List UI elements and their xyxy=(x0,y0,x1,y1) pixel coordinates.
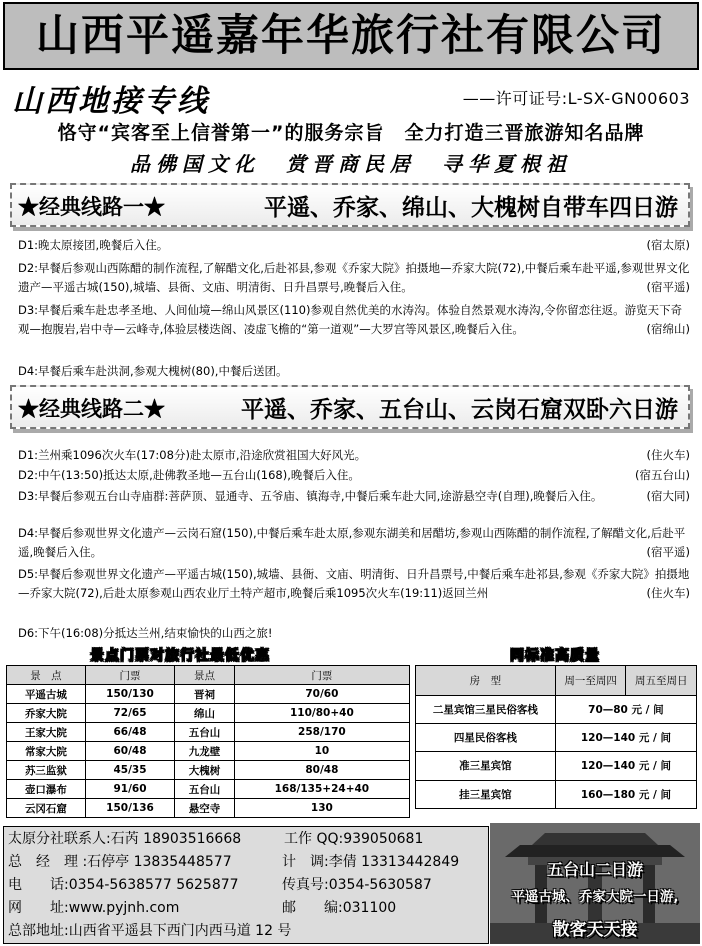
route1-day xyxy=(18,236,690,255)
route1-header xyxy=(10,183,690,227)
route2-day xyxy=(18,446,690,465)
day-text: D2:中午(13:50)抵达太原,赴佛教圣地—五台山(168),晚餐后入住。 xyxy=(18,468,360,482)
contact-phone: 电 话:0354-5638577 5625877 xyxy=(8,877,239,893)
table-row xyxy=(7,761,410,780)
table-cell: 五台山 xyxy=(175,780,235,799)
route1-day xyxy=(18,362,690,381)
contact-person: 太原分社联系人:石芮 18903516668 xyxy=(8,831,242,847)
contact-fax: 传真号:0354-5630587 xyxy=(282,877,432,893)
day-destination: (宿平遥) xyxy=(646,280,690,294)
table-cell: 常家大院 xyxy=(7,742,86,761)
table-row xyxy=(7,704,410,723)
table-row xyxy=(416,780,697,808)
promo-line-3: 散客天天接 xyxy=(552,920,638,940)
table-header: 周五至周日 xyxy=(626,666,697,696)
table-cell: 苏三监狱 xyxy=(7,761,86,780)
day-destination: (住火车) xyxy=(646,448,690,462)
promo-photo xyxy=(490,823,700,944)
table-cell: 二星宾馆三星民俗客栈 xyxy=(416,696,556,724)
table-row xyxy=(7,799,410,818)
table-cell: 110/80+40 xyxy=(234,704,409,723)
day-text: D1:兰州乘1096次火车(17:08分)赴太原市,沿途欣赏祖国大好风光。 xyxy=(18,448,367,462)
day-text: D6:下午(16:08)分抵达兰州,结束愉快的山西之旅! xyxy=(18,626,273,640)
company-banner: 山西平遥嘉年华旅行社有限公司 xyxy=(3,2,699,70)
day-destination: (住火车) xyxy=(646,586,690,600)
route1-label: ★经典线路一★ xyxy=(18,194,165,219)
tickets-title: 景点门票对旅行社最低优惠 xyxy=(90,648,270,664)
day-text: D4:早餐后参观世界文化遗产—云岗石窟(150),中餐后乘车赴太原,参观东湖美和居醋坊,参观山西陈醋的制作流程,了解醋文化,后赴平遥,晚餐后入住。 xyxy=(18,526,686,559)
table-cell: 云冈石窟 xyxy=(7,799,86,818)
subtitle: 山西地接专线 xyxy=(12,84,210,119)
table-row xyxy=(416,752,697,780)
day-text: D3:早餐后参观五台山寺庙群:菩萨顶、显通寺、五爷庙、镇海寺,中餐后乘车赴大同,途游悬空寺(自理),晚餐后入住。 xyxy=(18,489,603,503)
route2-day xyxy=(18,565,690,603)
contact-panel xyxy=(3,826,489,944)
tour-slogan: 品佛国文化 赏晋商民居 寻华夏根祖 xyxy=(130,152,572,176)
table-header: 景 点 xyxy=(7,666,86,685)
table-cell: 王家大院 xyxy=(7,723,86,742)
table-cell: 45/35 xyxy=(85,761,174,780)
table-cell: 160—180 元 / 间 xyxy=(555,780,696,808)
route2-day xyxy=(18,466,690,485)
day-text: D3:早餐后乘车赴忠孝圣地、人间仙境—绵山风景区(110)参观自然优美的水涛沟。体验自然景观水涛沟,令你留恋往返。游览天下奇观—抱腹岩,岩中寺—云峰寺,体验层楼迭阁、凌虚飞檐的“第一道观”—大罗宫等风景区,晚餐后入住。 xyxy=(18,303,683,336)
table-cell: 平遥古城 xyxy=(7,685,86,704)
table-header: 景点 xyxy=(175,666,235,685)
promo-line-1: 五台山二日游 xyxy=(546,860,643,879)
table-cell: 晋祠 xyxy=(175,685,235,704)
table-header: 周一至周四 xyxy=(555,666,626,696)
table-cell: 130 xyxy=(234,799,409,818)
table-cell: 120—140 元 / 间 xyxy=(555,752,696,780)
hotel-price-table xyxy=(415,665,697,809)
table-cell: 准三星宾馆 xyxy=(416,752,556,780)
table-cell: 91/60 xyxy=(85,780,174,799)
route1-day xyxy=(18,301,690,339)
table-cell: 乔家大院 xyxy=(7,704,86,723)
contact-qq: 工作 QQ:939050681 xyxy=(284,831,424,847)
table-row xyxy=(7,780,410,799)
route1-day xyxy=(18,259,690,297)
table-cell: 150/136 xyxy=(85,799,174,818)
table-cell: 150/130 xyxy=(85,685,174,704)
route2-label: ★经典线路二★ xyxy=(18,396,165,421)
table-cell: 壶口瀑布 xyxy=(7,780,86,799)
table-cell: 绵山 xyxy=(175,704,235,723)
table-cell: 九龙壁 xyxy=(175,742,235,761)
table-cell: 72/65 xyxy=(85,704,174,723)
table-header: 门票 xyxy=(234,666,409,685)
route2-day xyxy=(18,487,690,506)
table-cell: 挂三星宾馆 xyxy=(416,780,556,808)
day-destination: (宿五台山) xyxy=(635,468,690,482)
day-text: D4:早餐后乘车赴洪洞,参观大槐树(80),中餐后送团。 xyxy=(18,364,288,378)
route2-day xyxy=(18,624,690,643)
table-cell: 五台山 xyxy=(175,723,235,742)
table-header-row xyxy=(7,666,410,685)
table-header: 门票 xyxy=(85,666,174,685)
table-cell: 四星民俗客栈 xyxy=(416,724,556,752)
contact-postcode: 邮 编:031100 xyxy=(282,900,397,916)
table-header: 房 型 xyxy=(416,666,556,696)
license-number: ——许可证号:L-SX-GN00603 xyxy=(462,89,690,108)
hotels-title: 同标准高质量 xyxy=(510,648,600,664)
day-destination: (宿太原) xyxy=(646,238,690,252)
route2-name: 平遥、乔家、五台山、云岗石窟双卧六日游 xyxy=(241,396,678,423)
service-slogan: 恪守“宾客至上信誉第一”的服务宗旨 全力打造三晋旅游知名品牌 xyxy=(57,122,645,144)
table-cell: 66/48 xyxy=(85,723,174,742)
table-row xyxy=(416,696,697,724)
table-row xyxy=(7,723,410,742)
day-destination: (宿平遥) xyxy=(646,545,690,559)
table-cell: 70/60 xyxy=(234,685,409,704)
table-row xyxy=(7,742,410,761)
contact-website[interactable]: 网 址:www.pyjnh.com xyxy=(8,900,180,916)
day-destination: (宿大同) xyxy=(646,489,690,503)
day-destination: (宿绵山) xyxy=(646,322,690,336)
ticket-price-table xyxy=(6,665,410,818)
table-cell: 258/170 xyxy=(234,723,409,742)
table-cell: 悬空寺 xyxy=(175,799,235,818)
table-cell: 60/48 xyxy=(85,742,174,761)
table-cell: 70—80 元 / 间 xyxy=(555,696,696,724)
table-cell: 120—140 元 / 间 xyxy=(555,724,696,752)
contact-manager: 总 经 理 :石停亭 13835448577 xyxy=(8,854,232,870)
table-row xyxy=(416,724,697,752)
contact-planner: 计 调:李倩 13313442849 xyxy=(282,854,460,870)
table-cell: 80/48 xyxy=(234,761,409,780)
table-header-row xyxy=(416,666,697,696)
table-row xyxy=(7,685,410,704)
contact-address: 总部地址:山西省平遥县下西门内西马道 12 号 xyxy=(8,923,292,939)
route2-header xyxy=(10,385,690,429)
table-cell: 大槐树 xyxy=(175,761,235,780)
day-text: D2:早餐后参观山西陈醋的制作流程,了解醋文化,后赴祁县,参观《乔家大院》拍摄地—乔家大院(72),中餐后乘车赴平遥,参观世界文化遗产—平遥古城(150),城墙、县衙、文庙、明清街、日升昌票号,晚餐后入住。 xyxy=(18,261,690,294)
route2-day xyxy=(18,524,690,562)
table-cell: 10 xyxy=(234,742,409,761)
promo-line-2: 平遥古城、乔家大院一日游, xyxy=(511,889,679,905)
table-cell: 168/135+24+40 xyxy=(234,780,409,799)
route1-name: 平遥、乔家、绵山、大槐树自带车四日游 xyxy=(264,194,678,221)
day-text: D1:晚太原接团,晚餐后入住。 xyxy=(18,238,169,252)
day-text: D5:早餐后参观世界文化遗产—平遥古城(150),城墙、县衙、文庙、明清街、日升昌票号,中餐后乘车赴祁县,参观《乔家大院》拍摄地—乔家大院(72),后赴太原参观山西农业厅土特产超市,晚餐后乘1095次火车(19:11)返回兰州 xyxy=(18,567,690,600)
